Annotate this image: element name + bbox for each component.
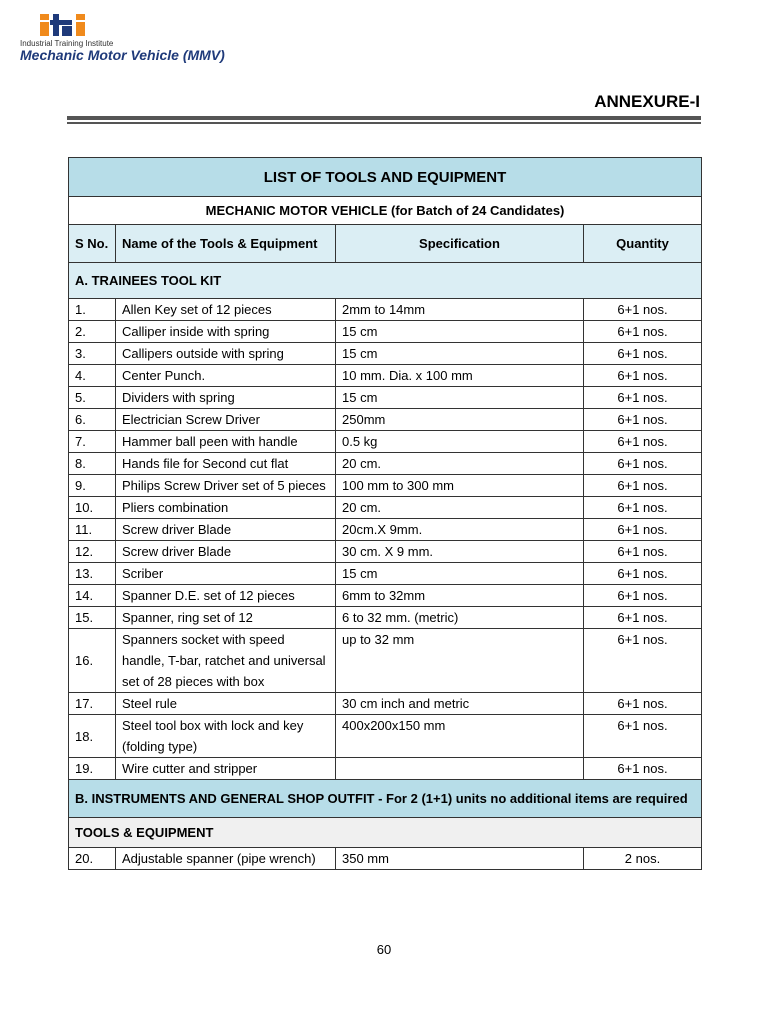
row-spec: 30 cm inch and metric — [336, 693, 584, 715]
table-subtitle: MECHANIC MOTOR VEHICLE (for Batch of 24 Candidates) — [69, 197, 702, 225]
row-name: Adjustable spanner (pipe wrench) — [116, 848, 336, 870]
row-qty: 6+1 nos. — [584, 541, 702, 563]
row-spec: 15 cm — [336, 563, 584, 585]
row-sno: 18. — [69, 715, 116, 758]
row-spec: 6mm to 32mm — [336, 585, 584, 607]
row-spec: 20cm.X 9mm. — [336, 519, 584, 541]
table-title-row — [69, 158, 702, 197]
iti-logo — [20, 10, 220, 52]
column-header-qty: Quantity — [584, 225, 702, 263]
table-row — [69, 453, 702, 475]
heading-divider-thin — [67, 122, 701, 124]
table-title: LIST OF TOOLS AND EQUIPMENT — [69, 158, 702, 197]
table-header-row — [69, 225, 702, 263]
row-name: Calliper inside with spring — [116, 321, 336, 343]
table-row — [69, 431, 702, 453]
row-name: Philips Screw Driver set of 5 pieces — [116, 475, 336, 497]
row-sno: 15. — [69, 607, 116, 629]
row-name: Screw driver Blade — [116, 519, 336, 541]
row-sno: 6. — [69, 409, 116, 431]
row-name: Callipers outside with spring — [116, 343, 336, 365]
row-qty: 6+1 nos. — [584, 585, 702, 607]
row-sno: 7. — [69, 431, 116, 453]
row-sno: 19. — [69, 758, 116, 780]
row-qty: 6+1 nos. — [584, 758, 702, 780]
row-name: Hands file for Second cut flat — [116, 453, 336, 475]
row-spec: up to 32 mm — [336, 629, 584, 693]
heading-divider — [67, 116, 701, 120]
table-row — [69, 299, 702, 321]
section-a-row — [69, 263, 702, 299]
logo-subtitle: Industrial Training Institute — [20, 39, 114, 48]
row-name: Pliers combination — [116, 497, 336, 519]
row-spec: 20 cm. — [336, 453, 584, 475]
row-qty: 6+1 nos. — [584, 365, 702, 387]
row-spec: 30 cm. X 9 mm. — [336, 541, 584, 563]
row-spec: 250mm — [336, 409, 584, 431]
row-sno: 12. — [69, 541, 116, 563]
section-a-heading: A. TRAINEES TOOL KIT — [69, 263, 702, 299]
row-qty: 6+1 nos. — [584, 387, 702, 409]
row-spec: 15 cm — [336, 343, 584, 365]
row-qty: 6+1 nos. — [584, 607, 702, 629]
row-sno: 16. — [69, 629, 116, 693]
row-name: Allen Key set of 12 pieces — [116, 299, 336, 321]
row-name: Spanner, ring set of 12 — [116, 607, 336, 629]
row-spec: 350 mm — [336, 848, 584, 870]
section-b-heading: B. INSTRUMENTS AND GENERAL SHOP OUTFIT - For 2 (1+1) units no additional items are required — [69, 780, 702, 818]
row-spec: 15 cm — [336, 321, 584, 343]
table-row — [69, 607, 702, 629]
table-row — [69, 758, 702, 780]
section-b-row — [69, 780, 702, 818]
row-spec: 6 to 32 mm. (metric) — [336, 607, 584, 629]
row-sno: 11. — [69, 519, 116, 541]
row-sno: 17. — [69, 693, 116, 715]
iti-logo-icon — [38, 12, 108, 38]
row-sno: 10. — [69, 497, 116, 519]
row-spec: 2mm to 14mm — [336, 299, 584, 321]
row-sno: 20. — [69, 848, 116, 870]
row-spec: 0.5 kg — [336, 431, 584, 453]
table-row — [69, 541, 702, 563]
table-row — [69, 519, 702, 541]
document-title: Mechanic Motor Vehicle (MMV) — [20, 47, 225, 63]
row-sno: 5. — [69, 387, 116, 409]
row-name: Steel tool box with lock and key (folding type) — [116, 715, 336, 758]
row-qty: 6+1 nos. — [584, 519, 702, 541]
table-row — [69, 715, 702, 758]
row-qty: 6+1 nos. — [584, 299, 702, 321]
table-row — [69, 475, 702, 497]
row-qty: 6+1 nos. — [584, 475, 702, 497]
row-name: Scriber — [116, 563, 336, 585]
table-row — [69, 387, 702, 409]
table-row — [69, 321, 702, 343]
tools-table — [68, 157, 702, 870]
row-name: Wire cutter and stripper — [116, 758, 336, 780]
row-spec: 100 mm to 300 mm — [336, 475, 584, 497]
table-row — [69, 585, 702, 607]
row-name: Spanners socket with speed handle, T-bar, ratchet and universal set of 28 pieces with box — [116, 629, 336, 693]
row-spec: 20 cm. — [336, 497, 584, 519]
row-spec: 10 mm. Dia. x 100 mm — [336, 365, 584, 387]
column-header-spec: Specification — [336, 225, 584, 263]
row-name: Hammer ball peen with handle — [116, 431, 336, 453]
row-spec: 400x200x150 mm — [336, 715, 584, 758]
row-sno: 2. — [69, 321, 116, 343]
table-row — [69, 497, 702, 519]
row-spec: 15 cm — [336, 387, 584, 409]
row-qty: 6+1 nos. — [584, 343, 702, 365]
row-name: Steel rule — [116, 693, 336, 715]
row-name: Spanner D.E. set of 12 pieces — [116, 585, 336, 607]
row-qty: 6+1 nos. — [584, 431, 702, 453]
table-row — [69, 409, 702, 431]
table-row — [69, 693, 702, 715]
row-qty: 6+1 nos. — [584, 629, 702, 693]
row-qty: 6+1 nos. — [584, 409, 702, 431]
row-qty: 6+1 nos. — [584, 693, 702, 715]
row-sno: 3. — [69, 343, 116, 365]
row-qty: 6+1 nos. — [584, 497, 702, 519]
row-sno: 1. — [69, 299, 116, 321]
table-row — [69, 629, 702, 693]
row-qty: 2 nos. — [584, 848, 702, 870]
row-sno: 13. — [69, 563, 116, 585]
row-qty: 6+1 nos. — [584, 453, 702, 475]
annexure-heading: ANNEXURE-I — [594, 92, 700, 111]
row-name: Dividers with spring — [116, 387, 336, 409]
column-header-name: Name of the Tools & Equipment — [116, 225, 336, 263]
row-sno: 14. — [69, 585, 116, 607]
column-header-sno: S No. — [69, 225, 116, 263]
table-row — [69, 365, 702, 387]
row-name: Screw driver Blade — [116, 541, 336, 563]
row-sno: 4. — [69, 365, 116, 387]
table-row — [69, 563, 702, 585]
row-spec — [336, 758, 584, 780]
table-row — [69, 848, 702, 870]
row-name: Electrician Screw Driver — [116, 409, 336, 431]
table-row — [69, 343, 702, 365]
subsection-row — [69, 818, 702, 848]
row-qty: 6+1 nos. — [584, 715, 702, 758]
row-sno: 9. — [69, 475, 116, 497]
table-subtitle-row — [69, 197, 702, 225]
row-qty: 6+1 nos. — [584, 321, 702, 343]
subsection-heading: TOOLS & EQUIPMENT — [69, 818, 702, 848]
page-number: 60 — [376, 942, 392, 957]
row-name: Center Punch. — [116, 365, 336, 387]
row-qty: 6+1 nos. — [584, 563, 702, 585]
row-sno: 8. — [69, 453, 116, 475]
